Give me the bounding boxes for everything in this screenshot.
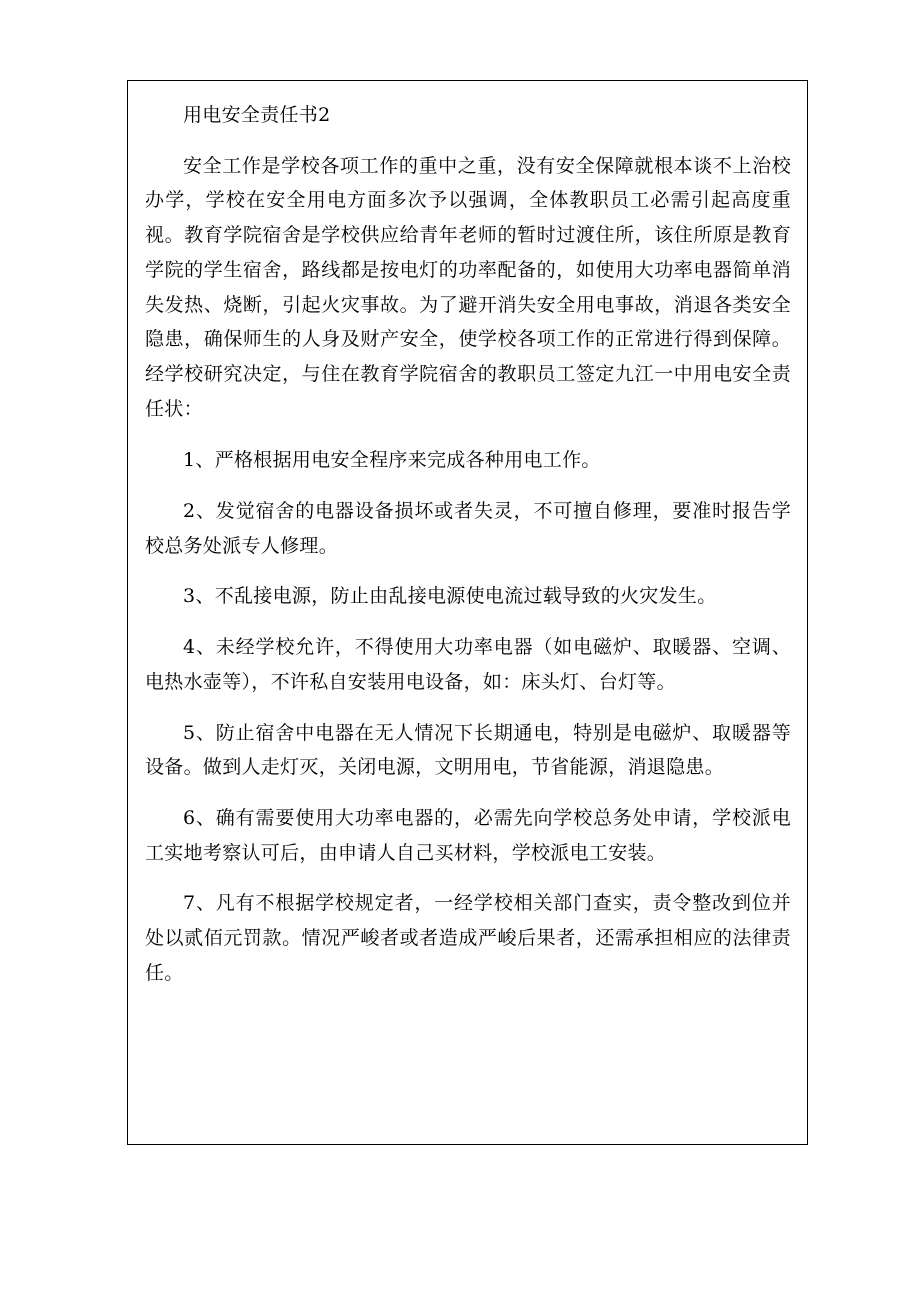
intro-paragraph: 安全工作是学校各项工作的重中之重，没有安全保障就根本谈不上治校办学，学校在安全用电方面多次予以强调，全体教职员工必需引起高度重视。教育学院宿舍是学校供应给青年老师的暂时过渡住所，该住所原是教育学院的学生宿舍，路线都是按电灯的功率配备的，如使用大功率电器简单消失发热、烧断，引起火灾事故。为了避开消失安全用电事故，消退各类安全隐患，确保师生的人身及财产安全，使学校各项工作的正常进行得到保障。经学校研究决定，与住在教育学院宿舍的教职员工签定九江一中用电安全责任状： (145, 154, 791, 420)
document-frame (127, 80, 808, 1145)
rule-item-6: 6、确有需要使用大功率电器的，必需先向学校总务处申请，学校派电工实地考察认可后，由申请人自己买材料，学校派电工安装。 (145, 806, 791, 864)
rule-item-3: 3、不乱接电源，防止由乱接电源使电流过载导致的火灾发生。 (183, 585, 717, 608)
rule-item-5: 5、防止宿舍中电器在无人情况下长期通电，特别是电磁炉、取暖器等设备。做到人走灯灭，关闭电源，文明用电，节省能源，消退隐患。 (145, 721, 791, 779)
rule-item-7: 7、凡有不根据学校规定者，一经学校相关部门查实，责令整改到位并处以贰佰元罚款。情况严峻者或者造成严峻后果者，还需承担相应的法律责任。 (145, 892, 791, 984)
document-body (145, 98, 791, 990)
document-title: 用电安全责任书2 (183, 104, 331, 126)
rule-item-2: 2、发觉宿舍的电器设备损坏或者失灵，不可擅自修理，要准时报告学校总务处派专人修理。 (145, 500, 791, 557)
rule-item-1: 1、严格根据用电安全程序来完成各种用电工作。 (183, 449, 601, 472)
rule-item-4: 4、未经学校允许，不得使用大功率电器（如电磁炉、取暖器、空调、电热水壶等），不许私自安装用电设备，如：床头灯、台灯等。 (145, 636, 791, 693)
